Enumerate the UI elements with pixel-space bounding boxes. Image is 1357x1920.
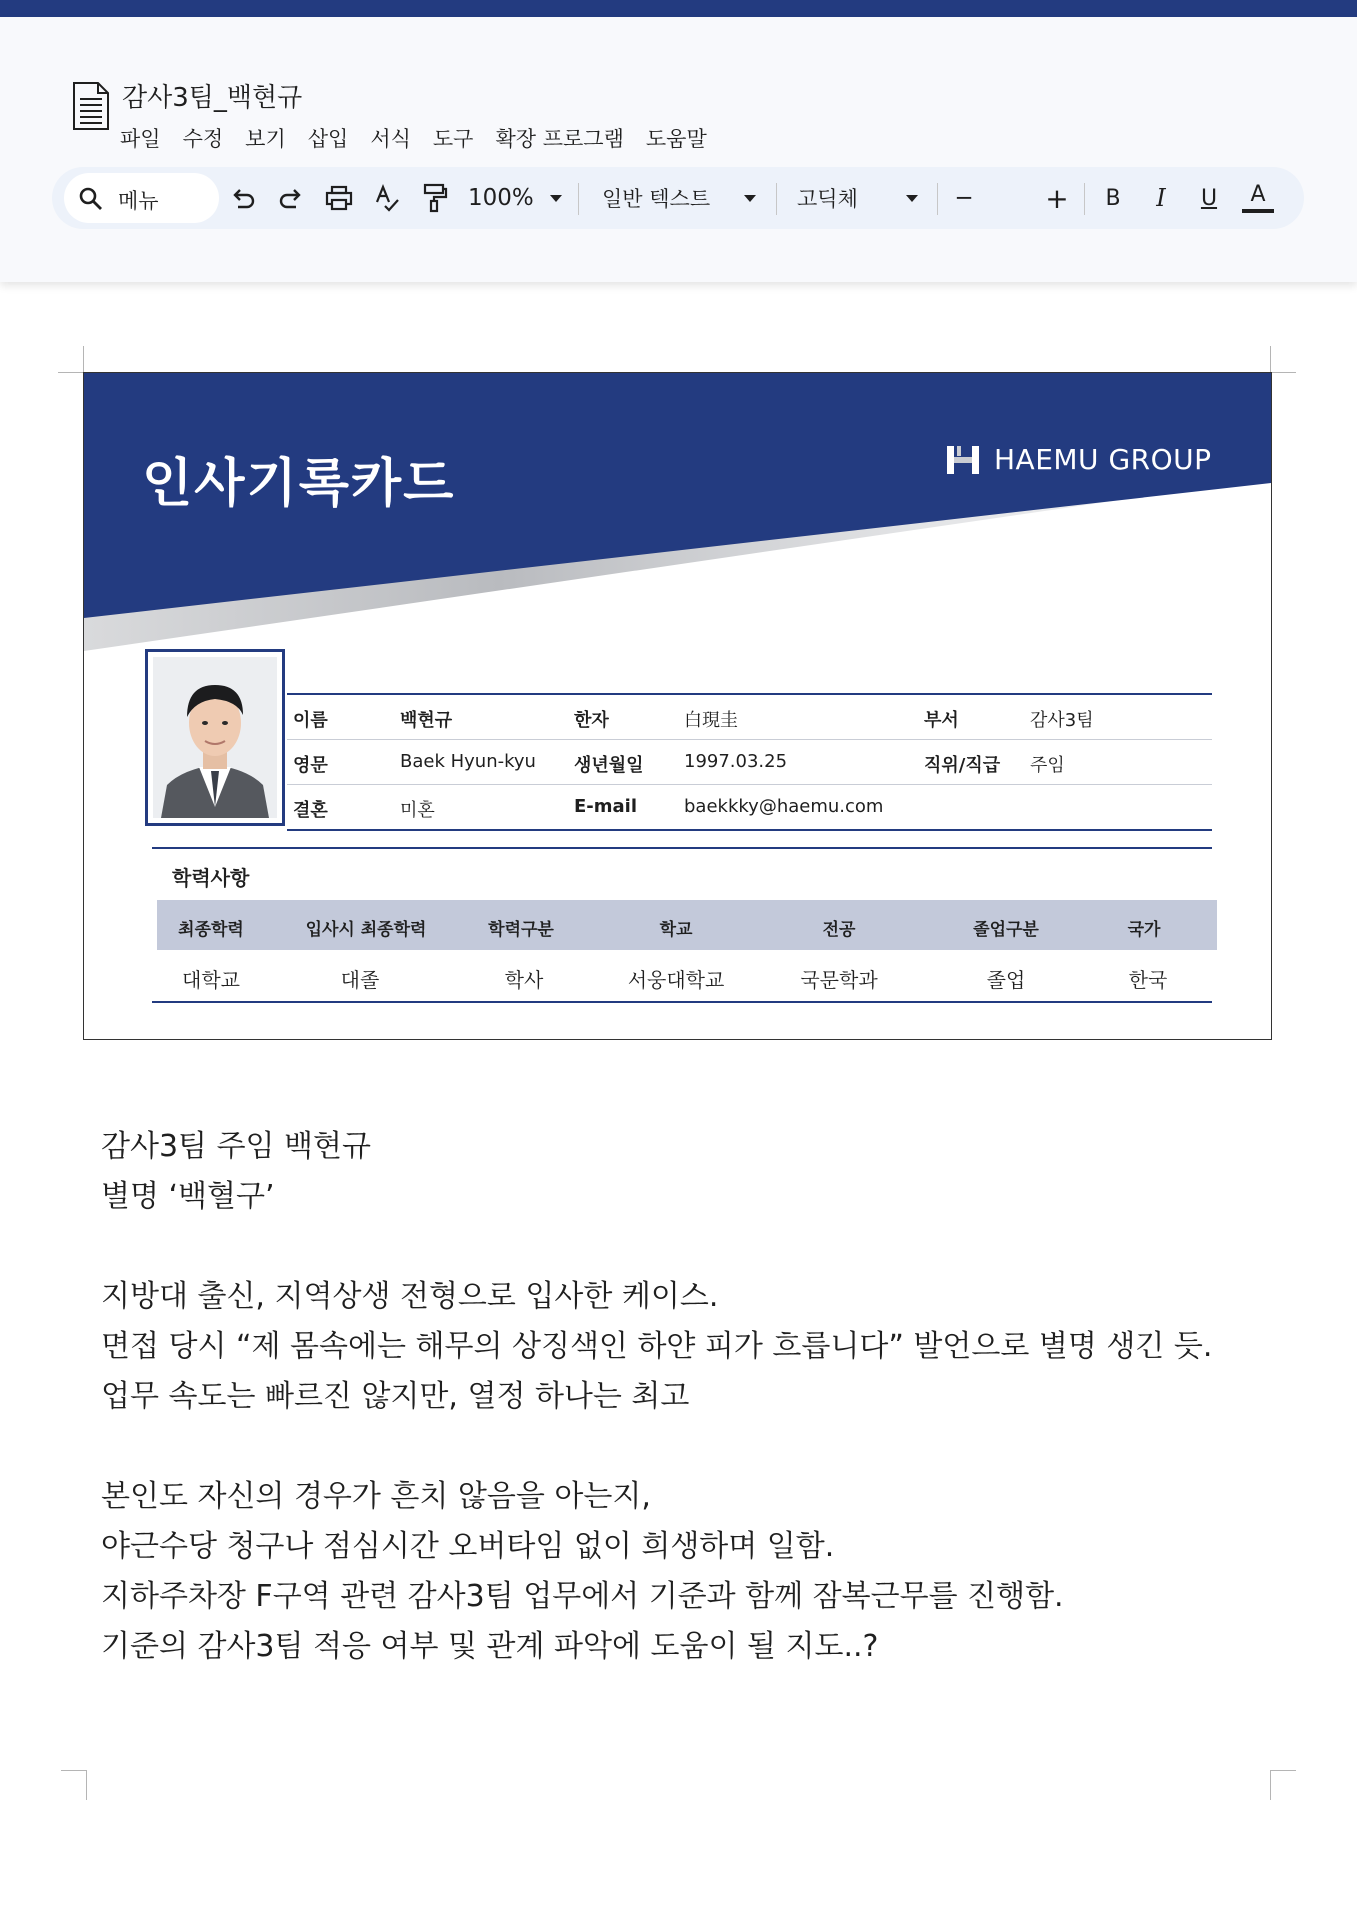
page-corner-mark — [86, 1770, 87, 1800]
body-line: 지하주차장 F구역 관련 감사3팀 업무에서 기준과 함께 잠복근무를 진행함. — [101, 1579, 1064, 1614]
toolbar-divider — [937, 183, 938, 215]
info-row — [287, 693, 1212, 740]
zoom-value: 100% — [468, 185, 534, 211]
menu-view[interactable]: 보기 — [245, 127, 286, 151]
birthdate-label: 생년월일 — [574, 755, 644, 776]
toolbar — [52, 167, 1304, 229]
font-size-decrease-button[interactable]: − — [954, 185, 974, 211]
page-corner-mark — [1270, 1770, 1271, 1800]
education-table-header — [157, 900, 1217, 950]
menu-tools[interactable]: 도구 — [432, 127, 474, 151]
education-section-title: 학력사항 — [172, 866, 250, 890]
paint-format-button[interactable] — [418, 181, 452, 215]
education-header-cell: 학력구분 — [488, 920, 554, 940]
redo-button[interactable] — [274, 181, 308, 215]
page-corner-mark — [1270, 372, 1296, 373]
body-line: 기준의 감사3팀 적응 여부 및 관계 파악에 도움이 될 지도..? — [101, 1629, 879, 1664]
education-header-cell: 국가 — [1127, 920, 1161, 940]
print-icon — [325, 185, 353, 211]
education-table-row — [157, 951, 1217, 1001]
education-header-cell: 전공 — [822, 920, 856, 940]
paint-format-icon — [422, 183, 448, 213]
position-value: 주임 — [1030, 755, 1065, 776]
education-header-cell: 최종학력 — [178, 920, 244, 940]
body-line: 야근수당 청구나 점심시간 오버타임 없이 희생하며 일함. — [101, 1529, 835, 1564]
zoom-select[interactable] — [468, 181, 564, 215]
redo-icon — [278, 186, 304, 210]
card-title: 인사기록카드 — [142, 454, 456, 514]
page-corner-mark — [83, 346, 84, 372]
education-cell: 대학교 — [182, 968, 240, 992]
menu-insert[interactable]: 삽입 — [307, 127, 349, 151]
font-value: 고딕체 — [797, 187, 858, 211]
chevron-down-icon — [744, 195, 756, 202]
position-label: 직위/직급 — [924, 755, 1001, 776]
undo-button[interactable] — [226, 181, 260, 215]
font-select[interactable] — [797, 181, 917, 215]
chevron-down-icon — [906, 195, 918, 202]
education-cell: 서웅대학교 — [627, 968, 725, 992]
education-bottom-rule — [152, 1001, 1212, 1003]
page-corner-mark — [58, 372, 84, 373]
document-title[interactable]: 감사3팀_백현규 — [122, 83, 303, 113]
spellcheck-button[interactable] — [370, 181, 404, 215]
marital-status-label: 결혼 — [293, 800, 328, 821]
education-cell: 국문학과 — [800, 968, 878, 992]
paragraph-style-value: 일반 텍스트 — [602, 187, 711, 211]
personnel-record-card — [83, 372, 1272, 1040]
search-icon — [78, 186, 104, 212]
profile-photo — [145, 649, 285, 826]
body-line: 본인도 자신의 경우가 흔치 않음을 아는지, — [101, 1479, 651, 1514]
document-body[interactable] — [101, 1122, 1281, 1672]
person-photo — [153, 657, 277, 818]
name-value: 백현규 — [400, 710, 453, 731]
italic-button[interactable]: I — [1156, 184, 1166, 212]
print-button[interactable] — [322, 181, 356, 215]
education-header-cell: 학교 — [659, 920, 693, 940]
english-name-value: Baek Hyun-kyu — [400, 751, 536, 772]
toolbar-divider — [1084, 183, 1085, 215]
birthdate-value: 1997.03.25 — [684, 751, 788, 772]
education-cell: 학사 — [504, 968, 544, 992]
education-cell: 졸업 — [986, 968, 1026, 992]
body-line: 지방대 출신, 지역상생 전형으로 입사한 케이스. — [101, 1279, 719, 1314]
toolbar-divider — [776, 183, 777, 215]
bold-button[interactable]: B — [1105, 185, 1121, 211]
menu-edit[interactable]: 수정 — [182, 127, 224, 151]
info-row — [287, 740, 1212, 785]
underline-button[interactable]: U — [1200, 185, 1218, 211]
info-row — [287, 785, 1212, 831]
email-value: baekkky@haemu.com — [684, 796, 884, 817]
menu-extensions[interactable]: 확장 프로그램 — [495, 127, 624, 151]
education-cell: 한국 — [1128, 968, 1168, 992]
spellcheck-icon — [374, 184, 400, 212]
editor-header — [0, 17, 1357, 282]
menu-search[interactable] — [64, 173, 219, 223]
text-color-icon: A — [1250, 182, 1266, 207]
page-corner-mark — [1270, 346, 1271, 372]
department-label: 부서 — [924, 710, 959, 731]
email-label: E-mail — [574, 796, 638, 817]
menu-bar — [120, 123, 729, 153]
text-color-swatch — [1242, 209, 1274, 213]
company-logo-text: HAEMU GROUP — [994, 443, 1212, 476]
hanja-label: 한자 — [574, 710, 609, 731]
menu-search-label: 메뉴 — [118, 189, 159, 213]
body-line: 업무 속도는 빠르진 않지만, 열정 하나는 최고 — [101, 1379, 690, 1414]
chevron-down-icon — [550, 195, 562, 202]
personal-info-table — [287, 693, 1212, 831]
education-header-cell: 입사시 최종학력 — [305, 920, 427, 940]
english-name-label: 영문 — [293, 755, 328, 776]
education-header-cell: 졸업구분 — [973, 920, 1039, 940]
body-line: 면접 당시 “제 몸속에는 해무의 상징색인 하얀 피가 흐릅니다” 발언으로 별명 생긴 듯. — [101, 1329, 1213, 1364]
text-color-button[interactable] — [1240, 181, 1276, 215]
toolbar-divider — [578, 183, 579, 215]
body-line: 감사3팀 주임 백현규 — [101, 1129, 371, 1164]
company-logo — [946, 443, 1212, 476]
document-icon — [72, 81, 110, 131]
name-label: 이름 — [293, 710, 328, 731]
paragraph-style-select[interactable] — [602, 181, 814, 215]
menu-help[interactable]: 도움말 — [645, 127, 707, 151]
education-cell: 대졸 — [340, 968, 380, 992]
menu-file[interactable]: 파일 — [120, 127, 161, 151]
undo-icon — [230, 186, 256, 210]
menu-format[interactable]: 서식 — [370, 127, 411, 151]
marital-status-value: 미혼 — [400, 800, 435, 821]
font-size-increase-button[interactable]: + — [1045, 181, 1069, 215]
body-line: 별명 ‘백혈구’ — [101, 1179, 275, 1214]
page-corner-mark — [1270, 1770, 1296, 1771]
department-value: 감사3팀 — [1030, 710, 1094, 731]
hanja-value: 白現圭 — [684, 710, 738, 731]
top-accent-bar — [0, 0, 1357, 17]
education-top-rule — [152, 847, 1212, 849]
company-logo-icon — [946, 445, 980, 475]
page-corner-mark — [61, 1770, 87, 1771]
